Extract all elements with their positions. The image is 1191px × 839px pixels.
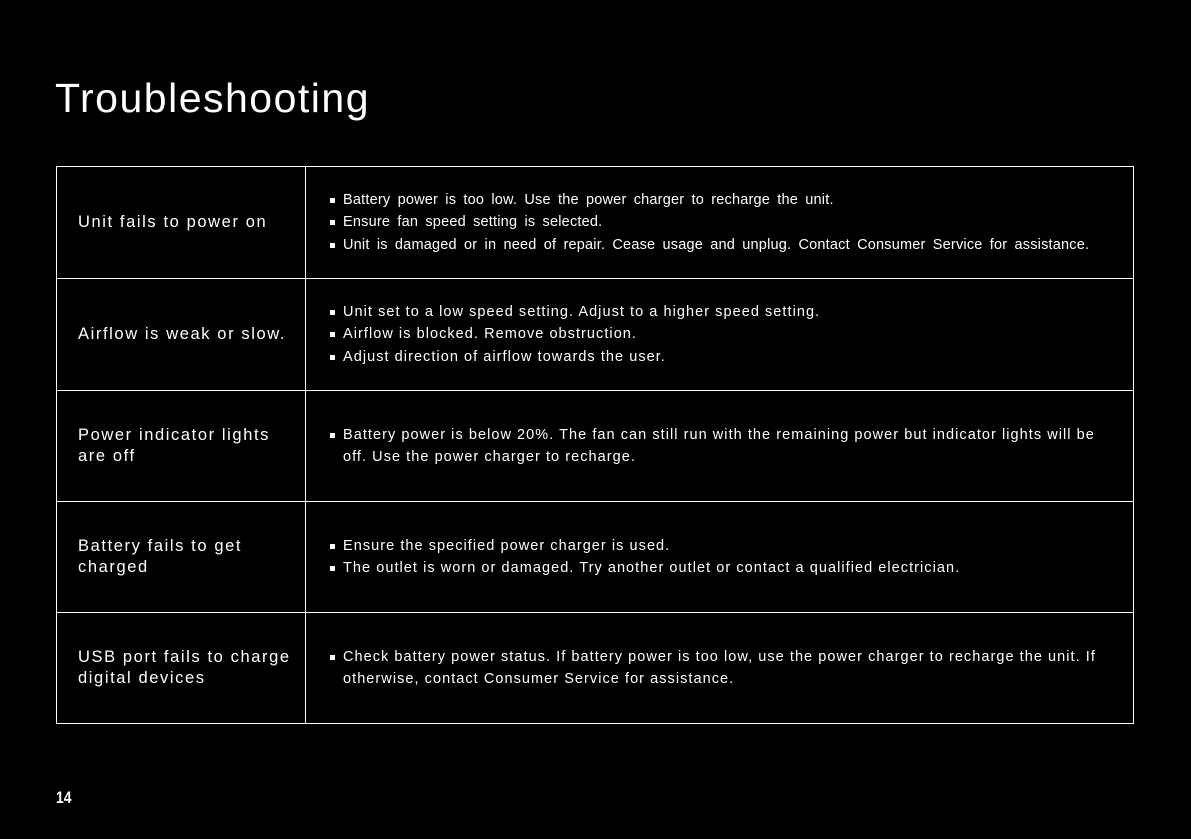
bullet-icon [330,566,335,571]
issue-cell [57,391,306,501]
solution-text: Unit is damaged or in need of repair. Cease usage and unplug. Contact Consumer Service for assistance. [343,236,1090,253]
table-row [57,391,1134,502]
issue-cell [57,502,306,612]
table-row [57,613,1134,724]
issue-label: Battery fails to get charged [78,537,243,576]
bullet-icon [330,220,335,225]
solution-item [330,234,1089,257]
solution-text: Airflow is blocked. Remove obstruction. [343,326,637,343]
troubleshooting-table [56,166,1134,724]
bullet-icon [330,655,335,660]
issue-label: Power indicator lights are off [78,426,271,465]
solution-list [330,535,960,580]
table-row [57,167,1134,279]
solution-text: Check battery power status. If battery power is too low, use the power charger to recharge the unit. If otherwise, contact Consumer Service for assistance. [343,648,1096,687]
table-row [57,502,1134,613]
solution-list [330,301,820,369]
solution-cell [306,502,1134,612]
page-title: Troubleshooting [55,75,371,121]
solution-text: Battery power is below 20%. The fan can still run with the remaining power but indicator lights will be off. Use the power charger to recharge. [343,426,1095,465]
bullet-icon [330,355,335,360]
solution-list [330,646,1119,691]
issue-cell [57,613,306,723]
issue-label: USB port fails to charge digital devices [78,648,291,687]
solution-item [330,211,1089,234]
bullet-icon [330,433,335,438]
solution-item [330,557,960,580]
table-row [57,279,1134,391]
solution-list [330,424,1119,469]
solution-list [330,189,1089,257]
solution-item [330,301,820,324]
solution-cell [306,279,1134,390]
bullet-icon [330,310,335,315]
issue-label: Airflow is weak or slow. [78,325,287,343]
solution-item [330,346,820,369]
solution-cell [306,167,1134,278]
solution-item [330,323,820,346]
solution-item [330,646,1119,691]
bullet-icon [330,198,335,203]
solution-text: The outlet is worn or damaged. Try another outlet or contact a qualified electrician. [343,560,961,576]
issue-label: Unit fails to power on [78,213,268,231]
page-number: 14 [56,788,72,807]
solution-cell [306,391,1134,501]
solution-item [330,535,960,558]
solution-item [330,424,1119,469]
issue-cell [57,279,306,390]
bullet-icon [330,544,335,549]
solution-text: Unit set to a low speed setting. Adjust to a higher speed setting. [343,303,821,320]
solution-text: Ensure the specified power charger is used. [343,537,671,554]
bullet-icon [330,243,335,248]
bullet-icon [330,332,335,337]
solution-text: Ensure fan speed setting is selected. [343,214,603,231]
solution-cell [306,613,1134,723]
solution-text: Battery power is too low. Use the power charger to recharge the unit. [343,191,834,208]
issue-cell [57,167,306,278]
solution-text: Adjust direction of airflow towards the user. [343,348,666,365]
solution-item [330,189,1089,212]
